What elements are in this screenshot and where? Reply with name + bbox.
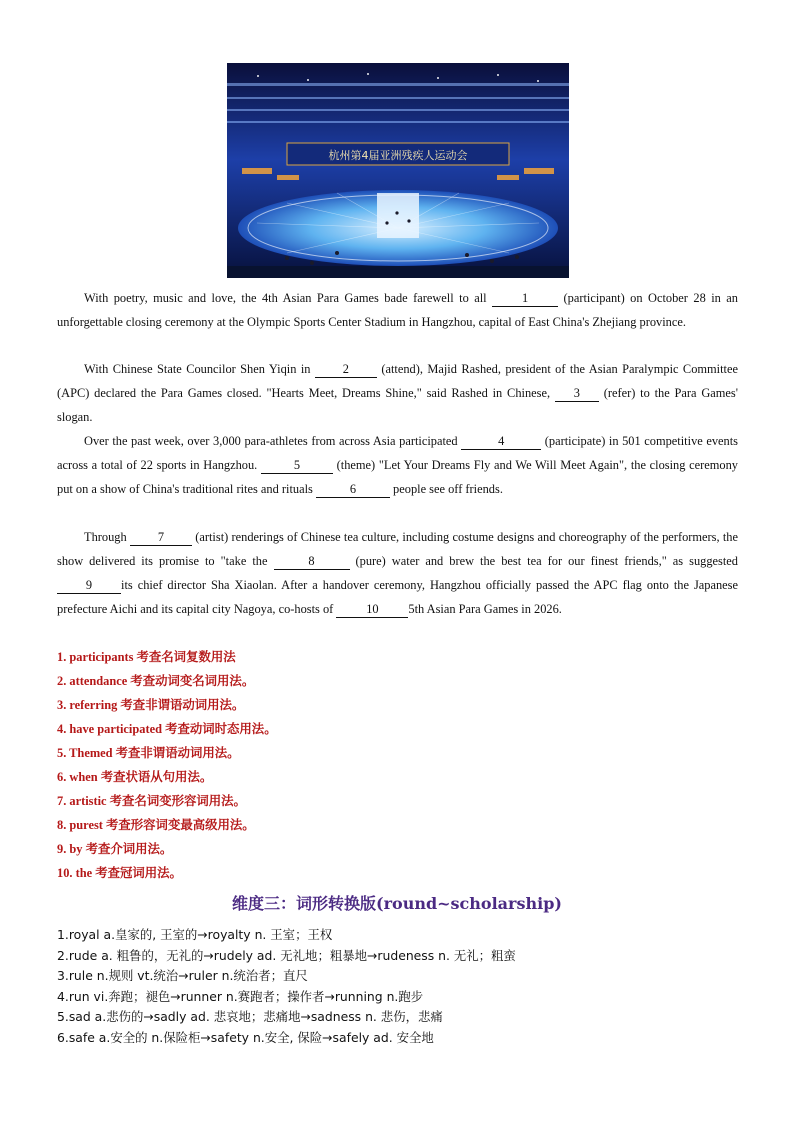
- paragraph-text: With Chinese State Councilor Shen Yiqin in: [84, 362, 315, 376]
- vocab-item: 6.safe a.安全的 n.保险柜→safety n.安全, 保险→safely ad. 安全地: [57, 1029, 434, 1045]
- stadium-illustration: [227, 63, 569, 278]
- vocab-item: 4.run vi.奔跑；褪色→runner n.赛跑者；操作者→running n.跑步: [57, 988, 424, 1004]
- blank-4: 4: [461, 433, 541, 450]
- paragraph-text: 5th Asian Para Games in 2026.: [408, 602, 562, 616]
- vocabulary-list: [57, 925, 738, 1049]
- paragraph-text: (pure) water and brew the best tea for our finest friends," as suggested: [349, 554, 738, 568]
- answer-item: 2. attendance 考查动词变名词用法。: [57, 674, 255, 688]
- blank-9: 9: [57, 577, 121, 594]
- answer-item: 5. Themed 考查非谓语动词用法。: [57, 746, 240, 760]
- vocab-item: 3.rule n.规则 vt.统治→ruler n.统治者；直尺: [57, 968, 308, 984]
- answer-item: 8. purest 考查形容词变最高级用法。: [57, 818, 255, 832]
- vocab-item: 5.sad a.悲伤的→sadly ad. 悲哀地；悲痛地→sadness n. 悲伤，悲痛: [57, 1009, 443, 1025]
- passage-paragraph-2: [57, 357, 738, 429]
- paragraph-text: (attend), Majid Rashed, president of the Asian Paralympic Committee (APC) declared the Para Games closed. "Hearts Meet, Dreams Shine," said Rashed in Chinese,: [57, 362, 738, 400]
- vocab-item: 2.rude a. 粗鲁的，无礼的→rudely ad. 无礼地；粗暴地→rudeness n. 无礼；粗蛮: [57, 947, 516, 963]
- paragraph-text: (participant) on October 28 in an unforgettable closing ceremony at the Olympic Sports Center Stadium in Hangzhou, capital of East China's Zhejiang province.: [57, 291, 738, 329]
- answer-item: 10. the 考查冠词用法。: [57, 866, 182, 880]
- blank-6: 6: [316, 481, 390, 498]
- paragraph-text: (artist) renderings of Chinese tea culture, including costume designs and choreography of the performers, the show delivered its promise to "take the: [57, 530, 738, 568]
- blank-3: 3: [555, 385, 599, 402]
- answer-item: 6. when 考查状语从句用法。: [57, 770, 213, 784]
- answer-item: 1. participants 考查名词复数用法: [57, 650, 236, 664]
- paragraph-text: Over the past week, over 3,000 para-athletes from across Asia participated: [84, 434, 462, 448]
- blank-2: 2: [315, 361, 377, 378]
- paragraph-text: Through: [84, 530, 130, 544]
- answer-key: [57, 645, 738, 885]
- vocab-item: 1.royal a.皇家的, 王室的→royalty n. 王室；王权: [57, 927, 333, 942]
- blank-7: 7: [130, 529, 192, 546]
- blank-5: 5: [261, 457, 333, 474]
- paragraph-text: people see off friends.: [389, 482, 503, 496]
- paragraph-text: (refer) to the Para Games' slogan.: [57, 386, 738, 424]
- passage-paragraph-4: [57, 525, 738, 621]
- answer-item: 9. by 考查介词用法。: [57, 842, 173, 856]
- section-title: 维度三：词形转换版(round~scholarship): [232, 894, 562, 913]
- passage-paragraph-3: [57, 429, 738, 501]
- ceremony-photo: [227, 63, 569, 278]
- passage-paragraph-1: [57, 286, 738, 334]
- blank-10: 10: [336, 601, 408, 618]
- paragraph-text: (participate) in 501 competitive events across a total of 22 sports in Hangzhou.: [57, 434, 738, 472]
- paragraph-text: its chief director Sha Xiaolan. After a handover ceremony, Hangzhou officially passed the APC flag onto the Japanese prefecture Aichi and its capital city Nagoya, co-hosts of: [57, 578, 738, 616]
- answer-item: 3. referring 考查非谓语动词用法。: [57, 698, 245, 712]
- blank-1: 1: [492, 290, 558, 307]
- answer-item: 4. have participated 考查动词时态用法。: [57, 722, 277, 736]
- answer-item: 7. artistic 考查名词变形容词用法。: [57, 794, 246, 808]
- paragraph-text: With poetry, music and love, the 4th Asian Para Games bade farewell to all: [84, 291, 493, 305]
- banner-text: 杭州第4届亚洲残疾人运动会: [328, 149, 468, 162]
- paragraph-text: (theme) "Let Your Dreams Fly and We Will Meet Again", the closing ceremony put on a show of China's traditional rites and rituals: [57, 458, 738, 496]
- blank-8: 8: [274, 553, 350, 570]
